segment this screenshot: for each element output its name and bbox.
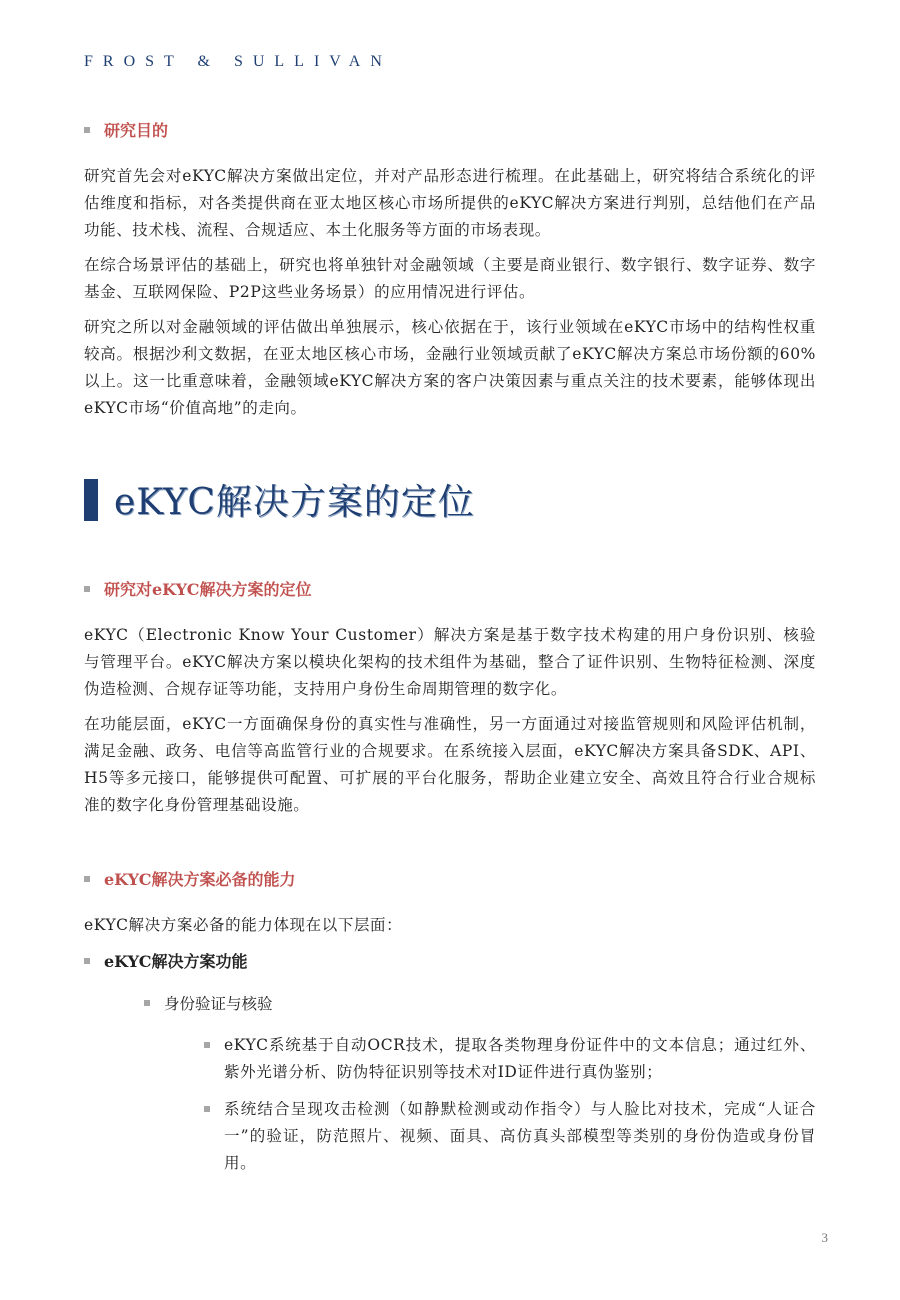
paragraph: 研究首先会对eKYC解决方案做出定位，并对产品形态进行梳理。在此基础上，研究将结合系统化的评估维度和指标，对各类提供商在亚太地区核心市场所提供的eKYC解决方案进行判别，总结他们在产品功能、技术栈、流程、合规适应、本土化服务等方面的市场表现。 <box>84 167 816 239</box>
paragraph: eKYC（Electronic Know Your Customer）解决方案是基于数字技术构建的用户身份识别、核验与管理平台。eKYC解决方案以模块化架构的技术组件为基础，整合了证件识别、生物特征检测、深度伪造检测、合规存证等功能，支持用户身份生命周期管理的数字化。 <box>84 626 816 698</box>
paragraph: 在功能层面，eKYC一方面确保身份的真实性与准确性，另一方面通过对接监管规则和风险评估机制，满足金融、政务、电信等高监管行业的合规要求。在系统接入层面，eKYC解决方案具备SDK、API、H5等多元接口，能够提供可配置、可扩展的平台化服务，帮助企业建立安全、高效且符合行业合规标准的数字化身份管理基础设施。 <box>84 715 816 814</box>
square-bullet-icon <box>84 127 90 133</box>
section-title <box>84 474 816 525</box>
heading-research-purpose <box>84 118 816 141</box>
square-bullet-icon <box>204 1106 210 1112</box>
list-item-level1 <box>84 949 816 972</box>
list-item-level3 <box>204 1032 816 1086</box>
paragraph: eKYC解决方案必备的能力体现在以下层面： <box>84 916 403 934</box>
list-item-level2 <box>144 992 816 1014</box>
heading-positioning <box>84 577 816 600</box>
square-bullet-icon <box>144 1000 150 1006</box>
frost-sullivan-logo: FROST & SULLIVAN <box>84 53 392 70</box>
square-bullet-icon <box>84 958 90 964</box>
square-bullet-icon <box>84 586 90 592</box>
paragraph: 研究之所以对金融领域的评估做出单独展示，核心依据在于，该行业领域在eKYC市场中的结构性权重较高。根据沙利文数据，在亚太地区核心市场，金融行业领域贡献了eKYC解决方案总市场份额的60%以上。这一比重意味着，金融领域eKYC解决方案的客户决策因素与重点关注的技术要素，能够体现出eKYC市场“价值高地”的走向。 <box>84 318 816 417</box>
heading-capability <box>84 867 816 890</box>
list-item-level3 <box>204 1096 816 1177</box>
square-bullet-icon <box>204 1042 210 1048</box>
heading-text: 研究对eKYC解决方案的定位 <box>104 580 312 599</box>
list-item-text: 系统结合呈现攻击检测（如静默检测或动作指令）与人脸比对技术，完成“人证合一”的验证，防范照片、视频、面具、高仿真头部模型等类别的身份伪造或身份冒用。 <box>224 1100 816 1172</box>
section-title-text: eKYC解决方案的定位 <box>114 482 475 523</box>
heading-text: 研究目的 <box>104 121 169 140</box>
heading-text: eKYC解决方案必备的能力 <box>104 870 296 889</box>
page-number: 3 <box>821 1230 828 1245</box>
section-bar-icon <box>84 479 98 521</box>
list-item-text: 身份验证与核验 <box>164 995 273 1013</box>
list-item-text: eKYC解决方案功能 <box>104 952 248 971</box>
page-content <box>84 118 816 1187</box>
paragraph: 在综合场景评估的基础上，研究也将单独针对金融领域（主要是商业银行、数字银行、数字证券、数字基金、互联网保险、P2P这些业务场景）的应用情况进行评估。 <box>84 256 816 301</box>
square-bullet-icon <box>84 876 90 882</box>
list-item-text: eKYC系统基于自动OCR技术，提取各类物理身份证件中的文本信息；通过红外、紫外光谱分析、防伪特征识别等技术对ID证件进行真伪鉴别； <box>224 1036 816 1081</box>
